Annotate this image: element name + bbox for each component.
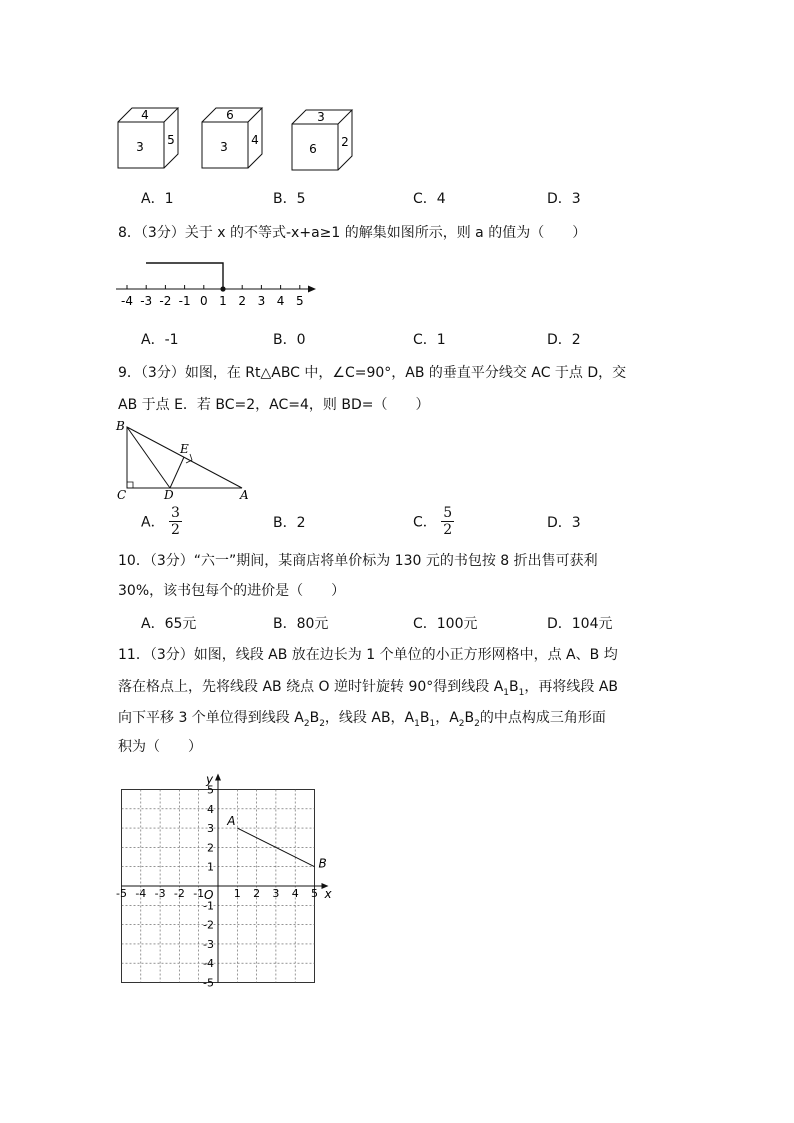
number-line-tick-label: 3 (257, 294, 266, 308)
y-tick-label: 3 (207, 822, 214, 836)
q10-option-b[interactable]: B．80元 (273, 616, 329, 632)
q9-option-c-denominator: 2 (443, 522, 453, 538)
q9-option-d[interactable]: D．3 (547, 515, 581, 531)
grid-axes (122, 774, 329, 983)
cube-1-top: 4 (141, 108, 149, 122)
q8-stem: 8．（3分）关于 x 的不等式-x+a≥1 的解集如图所示，则 a 的值为（ ） (118, 225, 587, 241)
number-line-tick-label: 0 (199, 294, 208, 308)
q8-option-d[interactable]: D．2 (547, 332, 581, 348)
cube-3-side: 2 (341, 135, 349, 149)
q9-option-a-numerator: 3 (171, 505, 180, 521)
q11-line3-text: ，线段 AB，A (324, 710, 415, 726)
origin-label: O (204, 888, 214, 902)
q11-line3-text: 向下平移 3 个单位得到线段 A (118, 710, 304, 726)
cube-1 (118, 108, 178, 168)
number-line-tick-label: 2 (238, 294, 247, 308)
q9-option-c-fraction (441, 505, 454, 538)
x-tick-label: -4 (135, 887, 147, 900)
q10-option-a[interactable]: A．65元 (141, 616, 197, 632)
q11-line3-text: B (419, 710, 430, 726)
q9-option-b[interactable]: B．2 (273, 515, 306, 531)
q9-option-c[interactable] (413, 505, 454, 538)
y-tick-label: -1 (203, 899, 214, 913)
number-line-tick-label: -3 (140, 294, 153, 308)
x-tick-label: 1 (233, 887, 241, 900)
q11-sub: 2 (319, 718, 325, 729)
y-axis-arrow (215, 774, 221, 781)
q11-sub: 1 (429, 718, 436, 729)
y-tick-label: -4 (203, 957, 214, 971)
q7-option-b[interactable]: B．5 (273, 191, 306, 207)
number-line-tick-label: 5 (295, 294, 304, 308)
q11-stem-line2-b: B (509, 679, 519, 695)
number-line-tick-label: -4 (121, 294, 133, 308)
x-tick-label: -5 (116, 887, 127, 900)
q9-option-a-fraction (169, 505, 182, 538)
right-triangle-figure (112, 415, 257, 505)
x-axis-label: x (324, 887, 332, 901)
number-line-tick-label: 4 (276, 294, 285, 308)
q11-stem-line2 (118, 676, 618, 704)
q8-option-a[interactable]: A．-1 (141, 332, 179, 348)
q11-sub: 1 (414, 718, 420, 729)
y-tick-label: -3 (203, 937, 214, 951)
x-tick-label: 5 (311, 887, 318, 900)
x-tick-label: 2 (253, 887, 261, 900)
label-c: C (117, 488, 127, 502)
cube-2-top: 6 (226, 108, 234, 122)
q8-option-c[interactable]: C．1 (413, 332, 446, 348)
q10-stem-line1: 10．（3分）“六一”期间，某商店将单价标为 130 元的书包按 8 折出售可获利 (118, 553, 598, 569)
number-line-tick-label: 1 (219, 294, 227, 308)
q7-option-d[interactable]: D．3 (547, 191, 581, 207)
q7-option-a[interactable]: A．1 (141, 191, 174, 207)
q9-option-a-prefix: A． (141, 514, 165, 531)
q11-stem-line1: 11．（3分）如图，线段 AB 放在边长为 1 个单位的小正方形网格中，点 A、B 均 (118, 647, 618, 663)
q9-option-a-denominator: 2 (171, 522, 180, 538)
q9-option-c-prefix: C． (413, 514, 437, 531)
q9-option-c-numerator: 5 (443, 505, 453, 521)
number-line-ticks (121, 285, 304, 308)
point-a-label: A (227, 814, 236, 829)
cube-2-front: 3 (220, 140, 228, 154)
number-line-tick-label: -1 (178, 294, 191, 308)
cube-figures (110, 100, 370, 175)
y-tick-label: -5 (203, 976, 214, 990)
number-line-tick-label: -2 (159, 294, 172, 308)
cube-1-front: 3 (136, 140, 144, 154)
y-axis-label: y (206, 772, 214, 787)
y-tick-label: 2 (207, 841, 214, 855)
y-tick-label: -2 (203, 918, 214, 932)
x-tick-label: -3 (154, 887, 166, 900)
q9-option-a[interactable] (141, 505, 182, 538)
q10-option-d[interactable]: D．104元 (547, 616, 613, 632)
cube-2 (202, 108, 262, 168)
q11-sub: 2 (303, 718, 310, 729)
q11-line3-text: 的中点构成三角形面 (479, 710, 606, 726)
segment-ab (226, 814, 326, 871)
q11-stem-line2-a: 落在格点上，先将线段 AB 绕点 O 逆时针旋转 90°得到线段 A (118, 679, 504, 695)
label-e: E (180, 442, 189, 456)
point-b-label: B (318, 856, 327, 871)
q9-stem-line1: 9．（3分）如图，在 Rt△ABC 中，∠C=90°，AB 的垂直平分线交 AC 于点 D，交 (118, 365, 627, 381)
q7-option-c[interactable]: C．4 (413, 191, 446, 207)
x-tick-label: -2 (173, 887, 185, 900)
number-line (112, 255, 322, 310)
label-a: A (240, 488, 249, 502)
x-tick-label: 3 (272, 887, 280, 900)
q10-stem-line2: 30%，该书包每个的进价是（ ） (118, 583, 346, 599)
cube-3-top: 3 (317, 110, 325, 124)
q11-sub: 2 (458, 718, 465, 729)
q11-line3-text: B (464, 710, 475, 726)
label-b: B (116, 419, 125, 433)
y-tick-label: 5 (207, 783, 214, 797)
coordinate-grid (112, 763, 342, 993)
cube-1-side: 5 (167, 133, 175, 147)
x-tick-label: -1 (193, 887, 205, 900)
q11-stem-line2-c: ，再将线段 AB (524, 679, 619, 695)
q9-stem-line2: AB 于点 E．若 BC=2，AC=4，则 BD=（ ） (118, 397, 430, 413)
cube-3 (292, 110, 352, 170)
q11-sub: 2 (474, 718, 480, 729)
grid-labels (116, 773, 332, 990)
q11-sub: 1 (518, 687, 525, 698)
q11-stem-line4: 积为（ ） (118, 739, 202, 755)
label-d: D (164, 488, 174, 502)
y-tick-label: 1 (207, 860, 214, 874)
q11-line3-text: B (309, 710, 320, 726)
y-tick-label: 4 (207, 802, 214, 816)
q11-stem-line3 (118, 707, 606, 735)
cube-3-front: 6 (309, 142, 317, 156)
cube-2-side: 4 (251, 133, 259, 147)
q8-option-b[interactable]: B．0 (273, 332, 306, 348)
q11-sub: 1 (503, 687, 510, 698)
x-tick-label: 4 (291, 887, 299, 900)
q11-line3-text: ，A (435, 710, 459, 726)
q10-option-c[interactable]: C．100元 (413, 616, 478, 632)
